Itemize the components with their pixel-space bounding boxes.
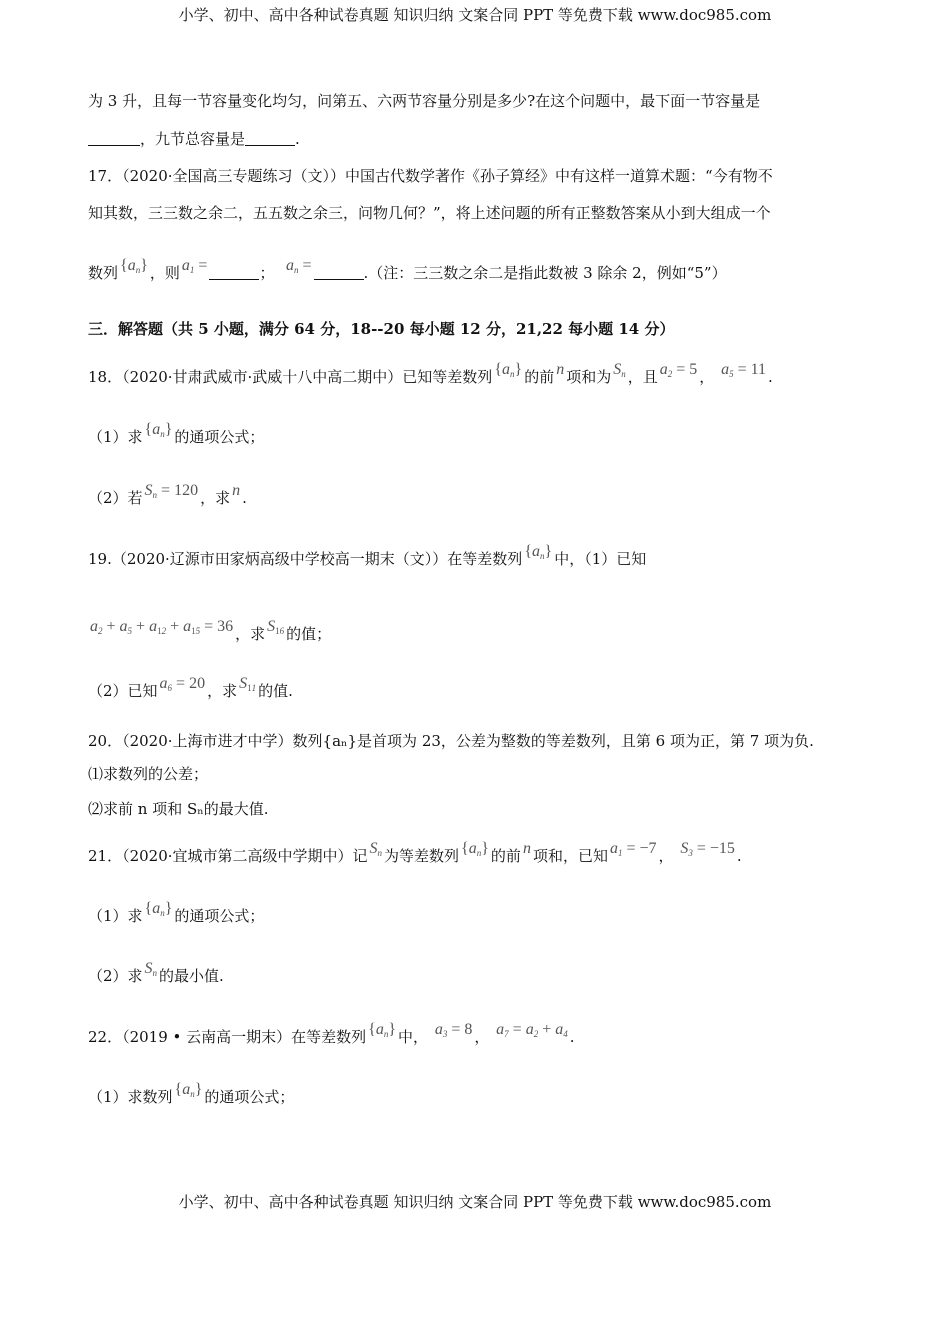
- q19-text: ，求: [235, 625, 266, 643]
- math-sum: $a_2 + a_5 + a_{12} + a_{15} = 36$: [90, 618, 234, 636]
- q17-text: .（注：三三数之余二是指此数被 3 除余 2，例如“5”）: [363, 264, 727, 282]
- math-a3: $a_3 = 8$: [434, 1021, 473, 1039]
- q19-stem: [88, 543, 647, 575]
- q19-text: ，求: [207, 682, 238, 700]
- q20-part1: ⑴求数列的公差；: [88, 765, 209, 783]
- math-Sn: $S_n$: [613, 361, 626, 379]
- q16-line1: 为 3 升，且每一节容量变化均匀，问第五、六两节容量分别是多少?在这个问题中，最下面一节容量是: [88, 92, 761, 110]
- q19-text: 19.（2020·辽源市田家炳高级中学校高一期末（文））在等差数列: [88, 550, 523, 568]
- q21-text: （1）求: [88, 907, 143, 925]
- answer-blank: [314, 265, 364, 280]
- answer-blank: [209, 265, 259, 280]
- q21-stem: [88, 840, 742, 872]
- math-a7: $a_7 = a_2 + a_4$: [496, 1021, 568, 1039]
- q18-stem: [88, 361, 773, 393]
- q19-part2: [88, 675, 293, 707]
- q18-part1: [88, 421, 265, 453]
- q17-line3: [88, 257, 727, 289]
- answer-blank: [88, 131, 140, 146]
- math-seq-an: $\{a_n\}$: [144, 421, 173, 439]
- q21-text: 的最小值.: [159, 967, 224, 985]
- q22-text: 22．（2019 • 云南高一期末）在等差数列: [88, 1028, 367, 1046]
- q16-line2: [88, 128, 300, 150]
- math-a6: $a_6 = 20$: [159, 675, 206, 693]
- q21-text: 的前: [490, 847, 521, 865]
- q18-text: （1）求: [88, 428, 143, 446]
- q22-part1: [88, 1081, 295, 1113]
- math-S11: $S_{11}$: [239, 675, 257, 693]
- q19-text: 的值；: [286, 625, 332, 643]
- q17-line1: 17．（2020·全国高三专题练习（文））中国古代数学著作《孙子算经》中有这样一道算术题：“今有物不: [88, 167, 773, 185]
- answer-blank: [245, 131, 295, 146]
- math-seq-an: $\{a_n\}$: [120, 257, 148, 275]
- q21-text: 为等差数列: [384, 847, 460, 865]
- math-an: $a_n$ =: [286, 257, 312, 275]
- q18-text: 项和为: [566, 368, 612, 386]
- q18-text: 的通项公式；: [174, 428, 265, 446]
- math-a1: $a_1$ =: [181, 257, 208, 275]
- section-title: 三．解答题（共 5 小题，满分 64 分，18--20 每小题 12 分，21,22 每小题 14 分）: [88, 320, 675, 338]
- q18-text: .: [242, 489, 247, 507]
- q17-text: 数列: [88, 264, 119, 282]
- q21-part1: [88, 900, 265, 932]
- math-seq-an: $\{a_n\}$: [461, 840, 489, 858]
- q20-stem: 20．（2020·上海市进才中学）数列{aₙ}是首项为 23，公差为整数的等差数列，且第 6 项为正，第 7 项为负.: [88, 732, 814, 750]
- math-seq-an: $\{a_n\}$: [144, 900, 173, 918]
- math-seq-an: $\{a_n\}$: [494, 361, 523, 379]
- q22-text: 的通项公式；: [204, 1088, 295, 1106]
- math-seq-an: $\{a_n\}$: [368, 1021, 397, 1039]
- q18-text: ，: [699, 368, 715, 386]
- math-seq-an: $\{a_n\}$: [174, 1081, 203, 1099]
- q21-text: 项和，已知: [532, 847, 608, 865]
- q18-text: .: [768, 368, 773, 386]
- q18-part2: [88, 482, 247, 514]
- math-seq-an: $\{a_n\}$: [524, 543, 553, 561]
- q21-text: （2）求: [88, 967, 143, 985]
- q22-text: .: [569, 1028, 575, 1046]
- q22-text: 中，: [398, 1028, 429, 1046]
- q16-text-b: .: [295, 130, 300, 148]
- q19-line2: [88, 618, 332, 650]
- q22-stem: [88, 1021, 575, 1053]
- q17-text: ；: [259, 264, 275, 282]
- q16-text-a: ，九节总容量是: [140, 130, 246, 148]
- q17-text: ，则: [149, 264, 180, 282]
- q22-text: （1）求数列: [88, 1088, 173, 1106]
- math-S3: $S_3 = -15$: [680, 840, 735, 858]
- q18-text: ，且: [627, 368, 658, 386]
- q18-text: 的前: [524, 368, 555, 386]
- math-S16: $S_{16}$: [267, 618, 285, 636]
- q17-line2: 知其数，三三数之余二，五五数之余三，问物几何？”，将上述问题的所有正整数答案从小到大组成一个: [88, 204, 771, 222]
- math-n: n: [232, 482, 241, 499]
- math-n: n: [522, 840, 531, 857]
- math-a1: $a_1 = -7$: [609, 840, 657, 858]
- math-Sn-120: $S_n = 120$: [144, 482, 199, 500]
- q19-text: 的值.: [258, 682, 293, 700]
- q18-text: 18．（2020·甘肃武威市·武威十八中高二期中）已知等差数列: [88, 368, 493, 386]
- q22-text: ，: [474, 1028, 490, 1046]
- q19-text: 中，（1）已知: [554, 550, 647, 568]
- page-footer: 小学、初中、高中各种试卷真题 知识归纳 文案合同 PPT 等免费下载 www.doc985.com: [178, 1193, 772, 1211]
- q21-text: ，: [658, 847, 674, 865]
- q21-part2: [88, 960, 224, 992]
- q21-text: .: [736, 847, 742, 865]
- q19-text: （2）已知: [88, 682, 158, 700]
- q18-text: ，求: [200, 489, 231, 507]
- math-n: n: [556, 361, 565, 378]
- page-header: 小学、初中、高中各种试卷真题 知识归纳 文案合同 PPT 等免费下载 www.doc985.com: [178, 6, 772, 24]
- q21-text: 的通项公式；: [174, 907, 265, 925]
- q21-text: 21．（2020·宜城市第二高级中学期中）记: [88, 847, 368, 865]
- q18-text: （2）若: [88, 489, 143, 507]
- math-a5: $a_5 = 11$: [721, 361, 766, 379]
- math-Sn: $S_n$: [369, 840, 383, 858]
- q20-part2: ⑵求前 n 项和 Sₙ的最大值.: [88, 800, 269, 818]
- math-a2: $a_2 = 5$: [659, 361, 698, 379]
- math-Sn: $S_n$: [144, 960, 158, 978]
